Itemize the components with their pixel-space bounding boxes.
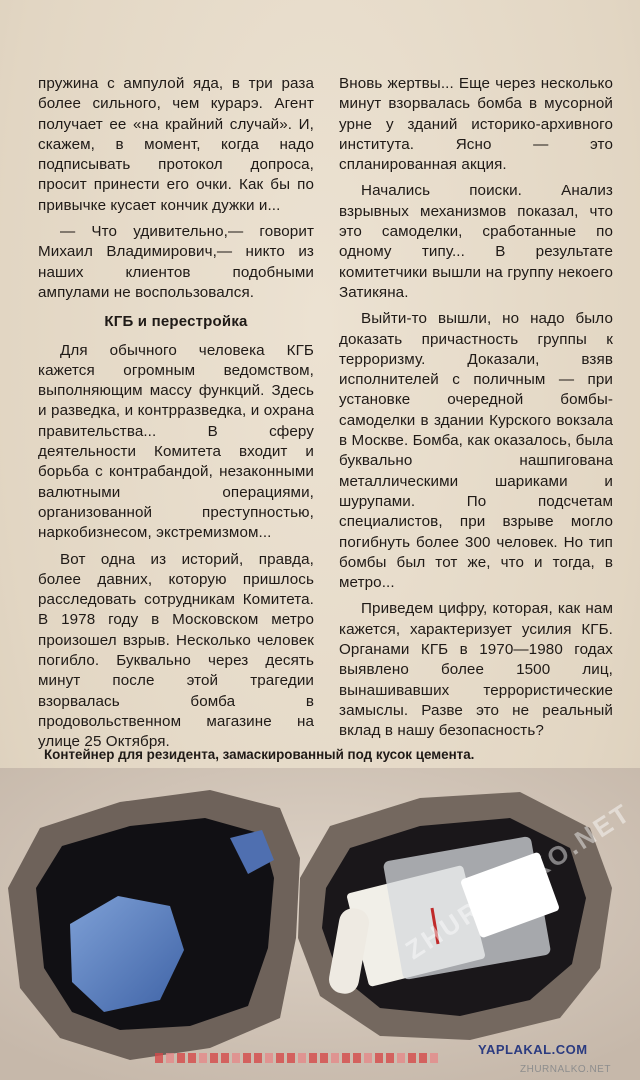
paragraph: Для обычного человека КГБ кажется огромным ведомством, выполняющим массу функций. Здесь и разведка, и контрразведка, и охрана правительства... В сферу деятельности Комитета входит и борьба с контрабандой, незаконными валютными операциями, организованной преступностью, наркобизнесом, экстремизмом... <box>38 341 314 542</box>
article-column-right <box>339 74 613 742</box>
site-label[interactable]: YAPLAKAL.COM <box>478 1042 588 1057</box>
paragraph: Начались поиски. Анализ взрывных механизмов показал, что это самоделки, сработанные по одному типу... В результате комитетчики вышли на группу некоего Затикяна. <box>339 182 613 301</box>
paragraph: Вот одна из историй, правда, более давних, которую пришлось расследовать сотрудникам Комитета. В 1978 году в Московском метро произошел взрыв. Несколько человек погибло. Буквально через десять минут после этой трагедии взорвалась бомба в продовольственном магазине на улице 25 Октября. <box>38 550 314 751</box>
color-bar <box>155 1052 455 1064</box>
paragraph: — Что удивительно,— говорит Михаил Владимирович,— никто из наших клиентов подобными ампулами не воспользовался. <box>38 223 314 301</box>
paragraph: пружина с ампулой яда, в три раза более сильного, чем курарэ. Агент получает ее «на крайний случай». И, скажем, в момент, когда надо подписывать протокол допроса, просит принести его очки. Как бы по привычке кусает кончик дужки и... <box>38 75 314 214</box>
site-sub-label: ZHURNALKO.NET <box>520 1064 611 1075</box>
section-heading: КГБ и перестройка <box>104 313 248 331</box>
watermark: ZHURNALKO.NET <box>400 796 637 966</box>
photo-cement-container <box>0 768 640 1080</box>
paragraph: Вновь жертвы... Еще через несколько минут взорвалась бомба в мусорной урне у зданий историко-архивного института. Ясно — это спланированная акция. <box>339 75 613 174</box>
paragraph: Выйти-то вышли, но надо было доказать причастность группы к терроризму. Доказали, взяв исполнителей с поличным — при установке очередной бомбы-самоделки в здании Курского вокзала в Москве. Бомба, как оказалось, была буквально нашпигована металлическими шариками и шурупами. По подсчетам специалистов, при взрыве могло погибнуть более 300 человек. Но тип бомбы был тот же, что и тогда, в метро... <box>339 310 613 592</box>
article-column-left <box>38 74 314 753</box>
paragraph: Приведем цифру, которая, как нам кажется, характеризует усилия КГБ. Органами КГБ в 1970—1980 годах выявлено более 1500 лиц, вынашивавших террористические замыслы. Разве это не реальный вклад в нашу безопасность? <box>339 600 613 740</box>
photo-caption: Контейнер для резидента, замаскированный под кусок цемента. <box>44 747 475 762</box>
